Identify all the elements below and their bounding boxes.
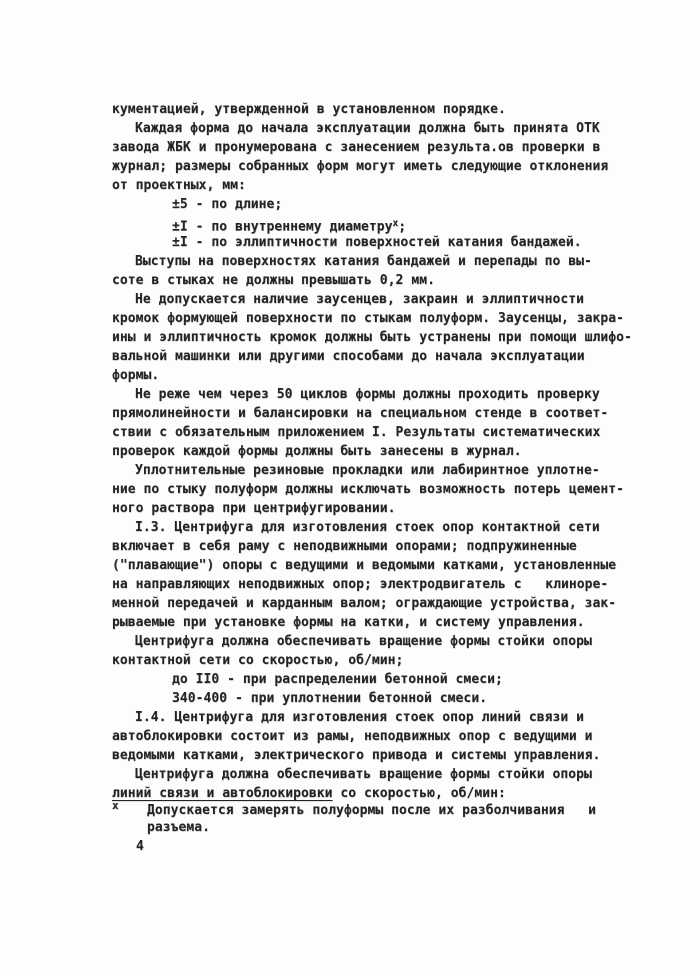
text-segment: ±I - по эллиптичности поверхностей катания бандажей. <box>172 235 582 250</box>
text-line <box>112 328 672 347</box>
text-line <box>135 119 672 138</box>
text-line <box>135 290 672 309</box>
text-segment: рываемые при установке формы на катки, и систему управления. <box>112 615 585 630</box>
text-line <box>112 727 672 746</box>
text-line <box>112 347 672 366</box>
footnote <box>112 799 632 836</box>
text-segment: завода ЖБК и пронумерована с занесением результа.ов проверки в <box>112 140 601 155</box>
text-segment: на направляющих неподвижных опор; электродвигатель с клиноре- <box>112 577 609 592</box>
text-segment: контактной сети со скоростью, об/мин; <box>112 653 404 668</box>
text-line <box>112 746 672 765</box>
text-segment: соте в стыках не должны превышать 0,2 мм. <box>112 273 435 288</box>
text-segment: ние по стыку полуформ должны исключать возможность потерь цемент- <box>112 482 624 497</box>
text-line <box>135 461 672 480</box>
text-line <box>112 442 672 461</box>
footnote-line: Допускается замерять полуформы после их разболчивания и <box>147 803 596 818</box>
text-line <box>135 765 672 784</box>
text-line <box>112 499 672 518</box>
text-line <box>112 556 672 575</box>
text-line <box>135 518 672 537</box>
text-line <box>112 423 672 442</box>
text-segment: Центрифуга должна обеспечивать вращение формы стойки опоры <box>135 767 592 782</box>
text-segment: автоблокировки состоит из рамы, неподвижных опор с ведущими и <box>112 729 593 744</box>
page-number: 4 <box>136 839 144 854</box>
text-segment: до II0 - при распределении бетонной смеси; <box>172 672 503 687</box>
text-segment: прямолинейности и балансировки на специальном стенде в соответ- <box>112 406 609 421</box>
text-segment: ины и эллиптичность кромок должны быть устранены при помощи шлифо- <box>112 330 632 345</box>
footnote-text <box>147 802 632 836</box>
text-line <box>112 271 672 290</box>
text-line <box>172 195 672 214</box>
text-segment: Центрифуга должна обеспечивать вращение формы стойки опоры <box>135 634 592 649</box>
text-segment: ; <box>398 219 407 235</box>
text-line <box>172 214 672 233</box>
text-segment: от проектных, мм: <box>112 178 246 193</box>
text-line <box>112 537 672 556</box>
text-line <box>112 366 672 385</box>
text-line <box>112 594 672 613</box>
text-segment: включает в себя раму с неподвижными опорами; подпружиненные <box>112 539 577 554</box>
text-line <box>172 689 672 708</box>
text-segment: 340-400 - при уплотнении бетонной смеси. <box>172 691 488 706</box>
text-segment: линий связи и автоблокировки <box>112 786 333 801</box>
text-segment: ±5 - по длине; <box>172 197 283 212</box>
text-segment: кументацией, утвержденной в установленном порядке. <box>112 102 506 117</box>
text-segment: ствии с обязательным приложением I. Результаты систематических <box>112 425 601 440</box>
text-line <box>172 670 672 689</box>
text-segment: ведомыми катками, электрического привода и системы управления. <box>112 748 601 763</box>
text-segment: Уплотнительные резиновые прокладки или лабиринтное уплотне- <box>135 463 600 478</box>
text-line <box>135 632 672 651</box>
text-line <box>112 309 672 328</box>
text-line <box>112 138 672 157</box>
text-line <box>112 575 672 594</box>
text-segment: ("плавающие") опоры с ведущими и ведомыми катками, установленные <box>112 558 617 573</box>
text-line <box>135 385 672 404</box>
footnote-marker: x <box>112 799 119 812</box>
text-segment: Не допускается наличие заусенцев, закраин и эллиптичности <box>135 292 584 307</box>
text-segment: ного раствора при центрифугировании. <box>112 501 396 516</box>
text-line <box>112 651 672 670</box>
text-segment: кромок формующей поверхности по стыкам полуформ. Заусенцы, закра- <box>112 311 624 326</box>
superscript-footnote-ref: x <box>392 218 399 229</box>
text-segment: проверок каждой формы должны быть занесены в журнал. <box>112 444 522 459</box>
text-line <box>112 784 672 803</box>
text-line <box>135 252 672 271</box>
text-segment: журнал; размеры собранных форм могут иметь следующие отклонения <box>112 159 609 174</box>
text-line <box>112 613 672 632</box>
footnote-line: разъема. <box>147 820 211 835</box>
text-line <box>135 708 672 727</box>
text-segment: I.4. Центрифуга для изготовления стоек опор линий связи и <box>135 710 584 725</box>
text-line <box>112 480 672 499</box>
text-segment: I.3. Центрифуга для изготовления стоек опор контактной сети <box>135 520 600 535</box>
text-line <box>112 404 672 423</box>
text-segment: Не реже чем через 50 циклов формы должны проходить проверку <box>135 387 600 402</box>
text-segment: Выступы на поверхностях катания бандажей и перепады по вы- <box>135 254 592 269</box>
text-segment: вальной машинки или другими способами до начала эксплуатации <box>112 349 585 364</box>
text-segment: ±I - по внутреннему диаметру <box>172 219 393 235</box>
text-line <box>172 233 672 252</box>
text-line <box>112 176 672 195</box>
text-segment: Каждая форма до начала эксплуатации должна быть принята ОТК <box>135 121 600 136</box>
text-segment: менной передачей и карданным валом; ограждающие устройства, зак- <box>112 596 617 611</box>
document-text <box>112 100 672 803</box>
text-line <box>112 157 672 176</box>
text-segment: со скоростью, об/мин: <box>332 786 506 801</box>
text-segment: формы. <box>112 368 160 383</box>
text-line <box>112 100 672 119</box>
